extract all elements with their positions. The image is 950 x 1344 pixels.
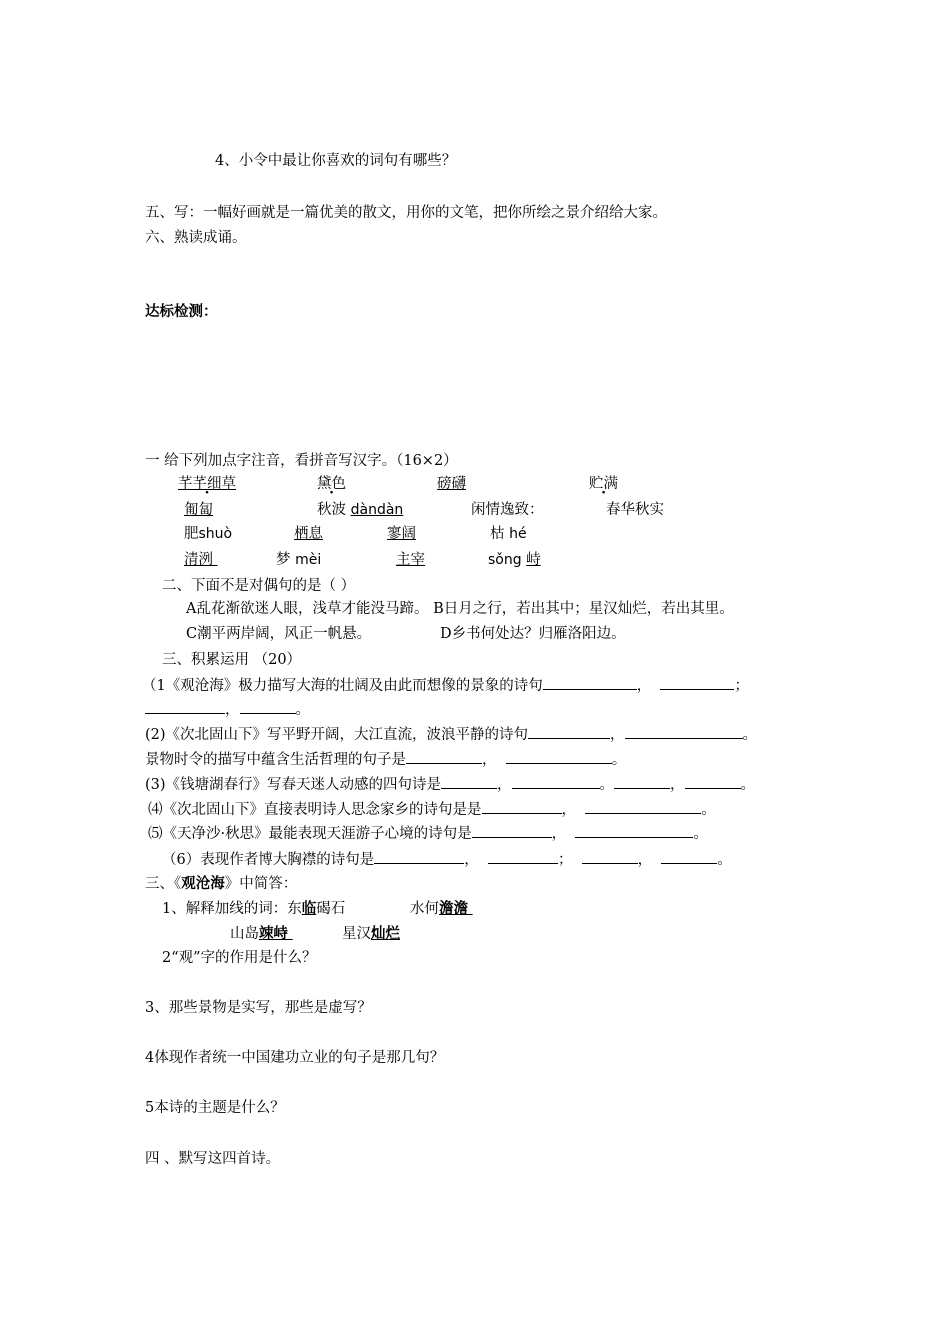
pinyin-item-qianqian: 芊芊细草 <box>178 476 236 492</box>
explain-word-songzhi: 山岛竦峙 <box>230 925 288 942</box>
option-c: C潮平两岸阔，风正一帆悬。 <box>186 626 372 642</box>
pinyin-item-chunhua: 春华秋实 <box>606 502 664 518</box>
fill-line-6: ⑸《天净沙·秋思》最能表现天涯游子心境的诗句是 ， 。 <box>148 826 708 842</box>
pinyin-item-kuhe: 枯 hé <box>490 526 527 542</box>
section2-title: 二、下面不是对偶句的是（ ） <box>162 578 356 594</box>
pinyin-item-pangbo: 磅礴 <box>437 476 466 492</box>
question-real-virtual: 3、那些景物是实写，那些是虚写？ <box>145 1000 372 1016</box>
question-theme: 5本诗的主题是什么？ <box>145 1100 285 1116</box>
section-recite: 六、熟读成诵。 <box>145 230 247 246</box>
fill-line-7: （6）表现作者博大胸襟的诗句是 ， ； ， 。 <box>162 852 732 868</box>
pinyin-item-zhuman: 贮满 <box>589 476 618 492</box>
pinyin-item-liaokuo: 寥阔 <box>387 526 416 542</box>
fill-line-1b: ， 。 <box>145 700 310 720</box>
section1-title: 一 给下列加点字注音，看拼音写汉字。（16×2） <box>145 453 458 469</box>
pinyin-item-zhuzai: 主宰 <box>396 552 425 568</box>
test-title: 达标检测： <box>145 304 218 320</box>
pinyin-item-daise: 黛色 <box>317 476 346 492</box>
fill-line-1: （1《观沧海》极力描写大海的壮阔及由此而想像的景象的诗句 ， ； <box>142 678 749 694</box>
question-guan: 2“观”字的作用是什么？ <box>162 950 317 966</box>
pinyin-item-xianqing: 闲情逸致： <box>471 502 544 518</box>
fill-line-5: ⑷《次北固山下》直接表明诗人思念家乡的诗句是是 ， 。 <box>148 802 716 818</box>
explain-word-canlan: 星汉灿烂 <box>342 925 400 942</box>
option-d: D乡书何处达？归雁洛阳边。 <box>440 626 626 642</box>
section4-title: 三、《观沧海》中简答： <box>145 875 298 892</box>
question-ambition: 4体现作者统一中国建功立业的句子是那几句？ <box>145 1050 445 1066</box>
pinyin-item-qinglie: 清洌 <box>184 552 213 568</box>
explain-words-line1: 1、解释加线的词：东临碣石 <box>162 900 346 917</box>
pinyin-item-songzhi: sǒng 峙 <box>488 552 541 568</box>
section3-title: 三、积累运用 （20） <box>162 652 302 668</box>
pinyin-item-qixi: 栖息 <box>294 526 323 542</box>
question-favorite-lines: 4、小令中最让你喜欢的词句有哪些？ <box>215 153 457 169</box>
fill-line-3: 景物时令的描写中蕴含生活哲理的句子是 ， 。 <box>145 752 627 768</box>
pinyin-item-qiubo: 秋波 dàndàn <box>317 502 404 518</box>
pinyin-item-feishuo: 肥shuò <box>184 526 233 542</box>
fill-line-2: (2)《次北固山下》写平野开阔，大江直流，波浪平静的诗句 ， 。 <box>145 727 758 743</box>
section5-title: 四 、默写这四首诗。 <box>145 1151 281 1167</box>
pinyin-item-mengmei: 梦 mèi <box>276 552 322 568</box>
option-a-b: A乱花渐欲迷人眼，浅草才能没马蹄。 B日月之行，若出其中；星汉灿烂，若出其里。 <box>186 601 734 617</box>
fill-line-4: (3)《钱塘湖春行》写春天迷人动感的四句诗是 ， 。 ， 。 <box>145 777 756 793</box>
pinyin-item-pufu: 匍匐 <box>184 502 213 518</box>
section-write: 五、写：一幅好画就是一篇优美的散文，用你的文笔，把你所绘之景介绍给大家。 <box>145 205 667 221</box>
explain-word-dandan: 水何澹澹 <box>410 900 468 917</box>
